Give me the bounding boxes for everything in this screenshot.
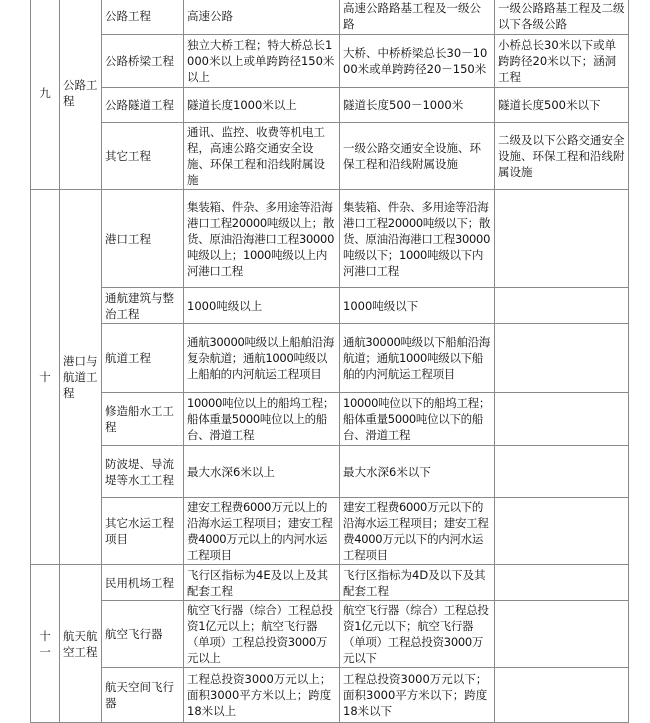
large-scale-cell: 工程总投资3000万元以上；面积3000平方米以上；跨度18米以上 [184,668,340,723]
project-name: 其它工程 [102,123,184,190]
project-name: 通航建筑与整治工程 [102,288,184,324]
project-name: 航天空间飞行器 [102,668,184,723]
large-scale-cell: 最大水深6米以上 [184,446,340,498]
table-row [31,123,629,190]
small-scale-cell [495,190,629,288]
medium-scale-cell: 建安工程费6000万元以下的沿海水运工程项目；建安工程费4000万元以下的内河水运工程项目 [340,498,495,565]
table-row [31,565,629,601]
large-scale-cell: 航空飞行器（综合）工程总投资1亿元以上；航空飞行器（单项）工程总投资3000万元以上 [184,601,340,668]
table-row [31,601,629,668]
small-scale-cell [495,565,629,601]
large-scale-cell: 隧道长度1000米以上 [184,88,340,123]
medium-scale-cell: 10000吨位以下的船坞工程；船体重量5000吨位以下的船台、滑道工程 [340,393,495,446]
small-scale-cell: 小桥总长30米以下或单跨跨径20米以下；涵洞工程 [495,35,629,88]
medium-scale-cell: 隧道长度500－1000米 [340,88,495,123]
project-name: 公路工程 [102,0,184,35]
medium-scale-cell: 通航30000吨级以下船舶沿海航道；通航1000吨级以下船舶的内河航运工程项目 [340,324,495,393]
small-scale-cell [495,601,629,668]
project-name: 公路隧道工程 [102,88,184,123]
small-scale-cell: 一级公路路基工程及二级以下各级公路 [495,0,629,35]
table-row [31,190,629,288]
small-scale-cell: 二级及以下公路交通安全设施、环保工程和沿线附属设施 [495,123,629,190]
section-number: 九 [31,0,60,190]
large-scale-cell: 高速公路 [184,0,340,35]
table-row [31,324,629,393]
medium-scale-cell: 高速公路路基工程及一级公路 [340,0,495,35]
project-name: 公路桥梁工程 [102,35,184,88]
medium-scale-cell: 飞行区指标为4D及以下及其配套工程 [340,565,495,601]
section-category: 港口与航道工程 [60,190,102,565]
project-name: 航空飞行器 [102,601,184,668]
medium-scale-cell: 1000吨级以下 [340,288,495,324]
large-scale-cell: 独立大桥工程；特大桥总长1000米以上或单跨跨径150米以上 [184,35,340,88]
large-scale-cell: 飞行区指标为4E及以上及其配套工程 [184,565,340,601]
large-scale-cell: 通讯、监控、收费等机电工程，高速公路交通安全设施、环保工程和沿线附属设施 [184,123,340,190]
table-row [31,88,629,123]
small-scale-cell [495,324,629,393]
project-name: 航道工程 [102,324,184,393]
medium-scale-cell: 大桥、中桥桥梁总长30－1000米或单跨跨径20－150米 [340,35,495,88]
table-row [31,393,629,446]
table-row [31,498,629,565]
medium-scale-cell: 航空飞行器（综合）工程总投资1亿元以下；航空飞行器（单项）工程总投资3000万元以下 [340,601,495,668]
small-scale-cell [495,498,629,565]
table-row [31,0,629,35]
section-category: 航天航空工程 [60,565,102,723]
project-name: 修造船水工工程 [102,393,184,446]
project-name: 港口工程 [102,190,184,288]
engineering-classification-table [30,0,629,723]
large-scale-cell: 通航30000吨级以上船舶沿海复杂航道；通航1000吨级以上船舶的内河航运工程项目 [184,324,340,393]
project-name: 防波堤、导流堤等水工工程 [102,446,184,498]
small-scale-cell [495,288,629,324]
section-number: 十一 [31,565,60,723]
medium-scale-cell: 集装箱、件杂、多用途等沿海港口工程20000吨级以下；散货、原油沿海港口工程30000吨级以下；1000吨级以下内河港口工程 [340,190,495,288]
medium-scale-cell: 工程总投资3000万元以下；面积3000平方米以下；跨度18米以下 [340,668,495,723]
medium-scale-cell: 最大水深6米以下 [340,446,495,498]
large-scale-cell: 1000吨级以上 [184,288,340,324]
small-scale-cell [495,668,629,723]
small-scale-cell [495,446,629,498]
medium-scale-cell: 一级公路交通安全设施、环保工程和沿线附属设施 [340,123,495,190]
small-scale-cell: 隧道长度500米以下 [495,88,629,123]
large-scale-cell: 建安工程费6000万元以上的沿海水运工程项目；建安工程费4000万元以上的内河水运工程项目 [184,498,340,565]
small-scale-cell [495,393,629,446]
large-scale-cell: 10000吨位以上的船坞工程；船体重量5000吨位以上的船台、滑道工程 [184,393,340,446]
table-row [31,288,629,324]
project-name: 其它水运工程项目 [102,498,184,565]
table-row [31,446,629,498]
table-row [31,668,629,723]
large-scale-cell: 集装箱、件杂、多用途等沿海港口工程20000吨级以上；散货、原油沿海港口工程30000吨级以上；1000吨级以上内河港口工程 [184,190,340,288]
project-name: 民用机场工程 [102,565,184,601]
table-row [31,35,629,88]
section-number: 十 [31,190,60,565]
section-category: 公路工程 [60,0,102,190]
